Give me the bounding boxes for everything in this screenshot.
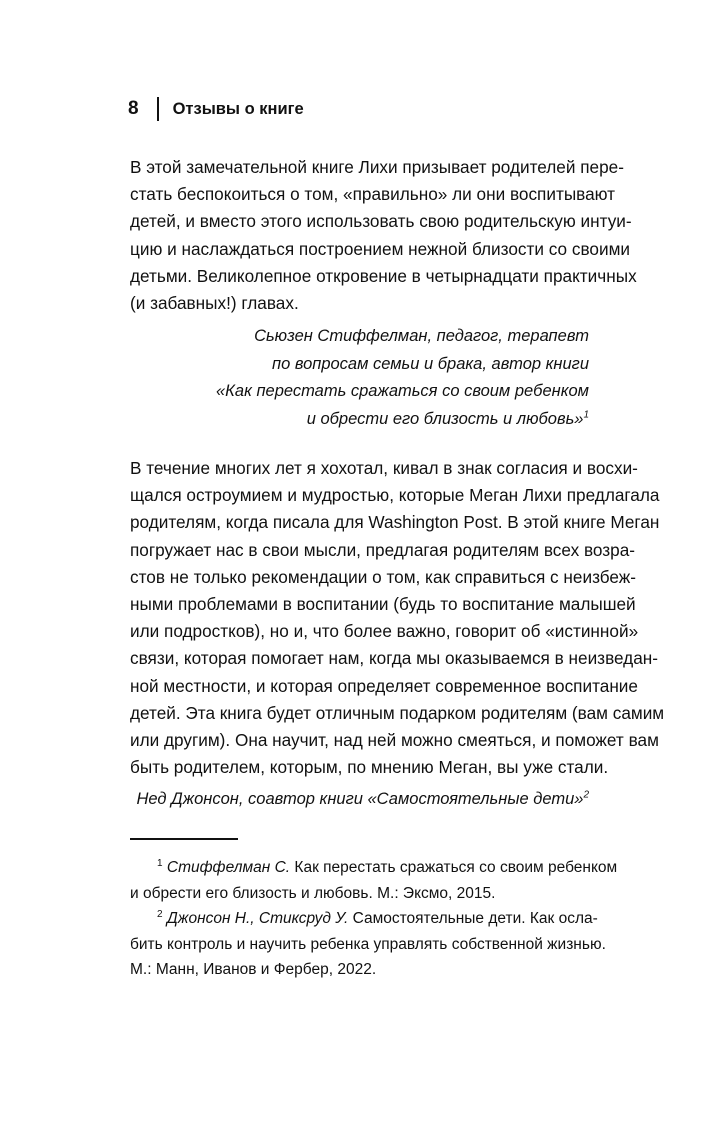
attribution-line [216, 406, 589, 434]
attribution-line: Сьюзен Стиффелман, педагог, терапевт [254, 327, 589, 345]
review-1-attribution [216, 323, 589, 433]
text-line: ной местности, и которая определяет современное воспитание [130, 675, 638, 696]
text-line: ными проблемами в воспитании (будь то воспитание малышей [130, 594, 636, 615]
footnote-mark: 2 [157, 909, 163, 921]
footnote-text: бить контроль и научить ребенка управлять собственной жизнью. [130, 935, 606, 953]
footnote-text: Самостоятельные дети. Как осла- [352, 910, 598, 928]
page-header [128, 94, 304, 124]
text-line: детей, и вместо этого использовать свою родительскую интуи- [130, 211, 632, 232]
attribution-line: «Как перестать сражаться со своим ребенком [216, 382, 589, 400]
attribution-line: по вопросам семьи и брака, автор книги [271, 354, 589, 373]
text-line: погружает нас в свои мысли, предлагая родителям всех возра- [130, 539, 635, 560]
footnote-text: М.: Манн, Иванов и Фербер, 2022. [130, 961, 377, 979]
review-2-text [130, 455, 665, 781]
text-line: В этой замечательной книге Лихи призывает родителей пере- [130, 157, 624, 177]
review-1-text [130, 154, 637, 317]
text-line: связи, которая помогает нам, когда мы оказываемся в неизведан- [130, 648, 658, 669]
footnote-author: Джонсон Н., Стиксруд У. [166, 910, 349, 928]
page-number: 8 [128, 98, 139, 119]
footnote-mark: 1 [157, 857, 163, 869]
footnote-text: Как перестать сражаться со своим ребенком [294, 859, 618, 876]
text-line: стать беспокоиться о том, «правильно» ли они воспитывают [130, 184, 616, 205]
footnote-ref-1[interactable]: 1 [583, 409, 589, 420]
footnote-ref-2[interactable]: 2 [583, 789, 589, 801]
footnote-2 [130, 906, 598, 932]
text-line: или другим). Она научит, над ней можно смеяться, и поможет вам [130, 730, 659, 751]
text-line: детьми. Великолепное откровение в четырнадцати практичных [130, 265, 637, 286]
footnote-divider [130, 838, 238, 840]
footnote-1 [130, 855, 618, 881]
text-line: цию и наслаждаться построением нежной близости со своими [130, 238, 630, 259]
header-divider [157, 97, 159, 121]
review-2-attribution [137, 786, 589, 814]
text-line: родителям, когда писала для Washington Post. В этой книге Меган [130, 512, 660, 533]
running-head: Отзывы о книге [172, 99, 304, 118]
attribution-line-text: и обрести его близость и любовь» [306, 409, 584, 428]
text-line: (и забавных!) главах. [130, 293, 299, 314]
text-line: стов не только рекомендации о том, как справиться с неизбеж- [130, 566, 637, 587]
footnote-text: и обрести его близость и любовь. М.: Эксмо, 2015. [130, 884, 496, 902]
attribution-line-text: Нед Джонсон, соавтор книги «Самостоятельные дети» [136, 790, 584, 808]
attribution-line [137, 786, 589, 814]
text-line: детей. Эта книга будет отличным подарком родителям (вам самим [130, 702, 665, 723]
footnotes [130, 855, 618, 983]
footnote-author: Стиффелман С. [166, 859, 291, 876]
text-line: быть родителем, которым, по мнению Меган, вы уже стали. [130, 757, 609, 778]
text-line: или подростков), но и, что более важно, говорит об «истинной» [130, 621, 639, 642]
text-line: щался остроумием и мудростью, которые Меган Лихи предлагала [130, 485, 660, 506]
text-line: В течение многих лет я хохотал, кивал в знак согласия и восхи- [130, 458, 638, 478]
